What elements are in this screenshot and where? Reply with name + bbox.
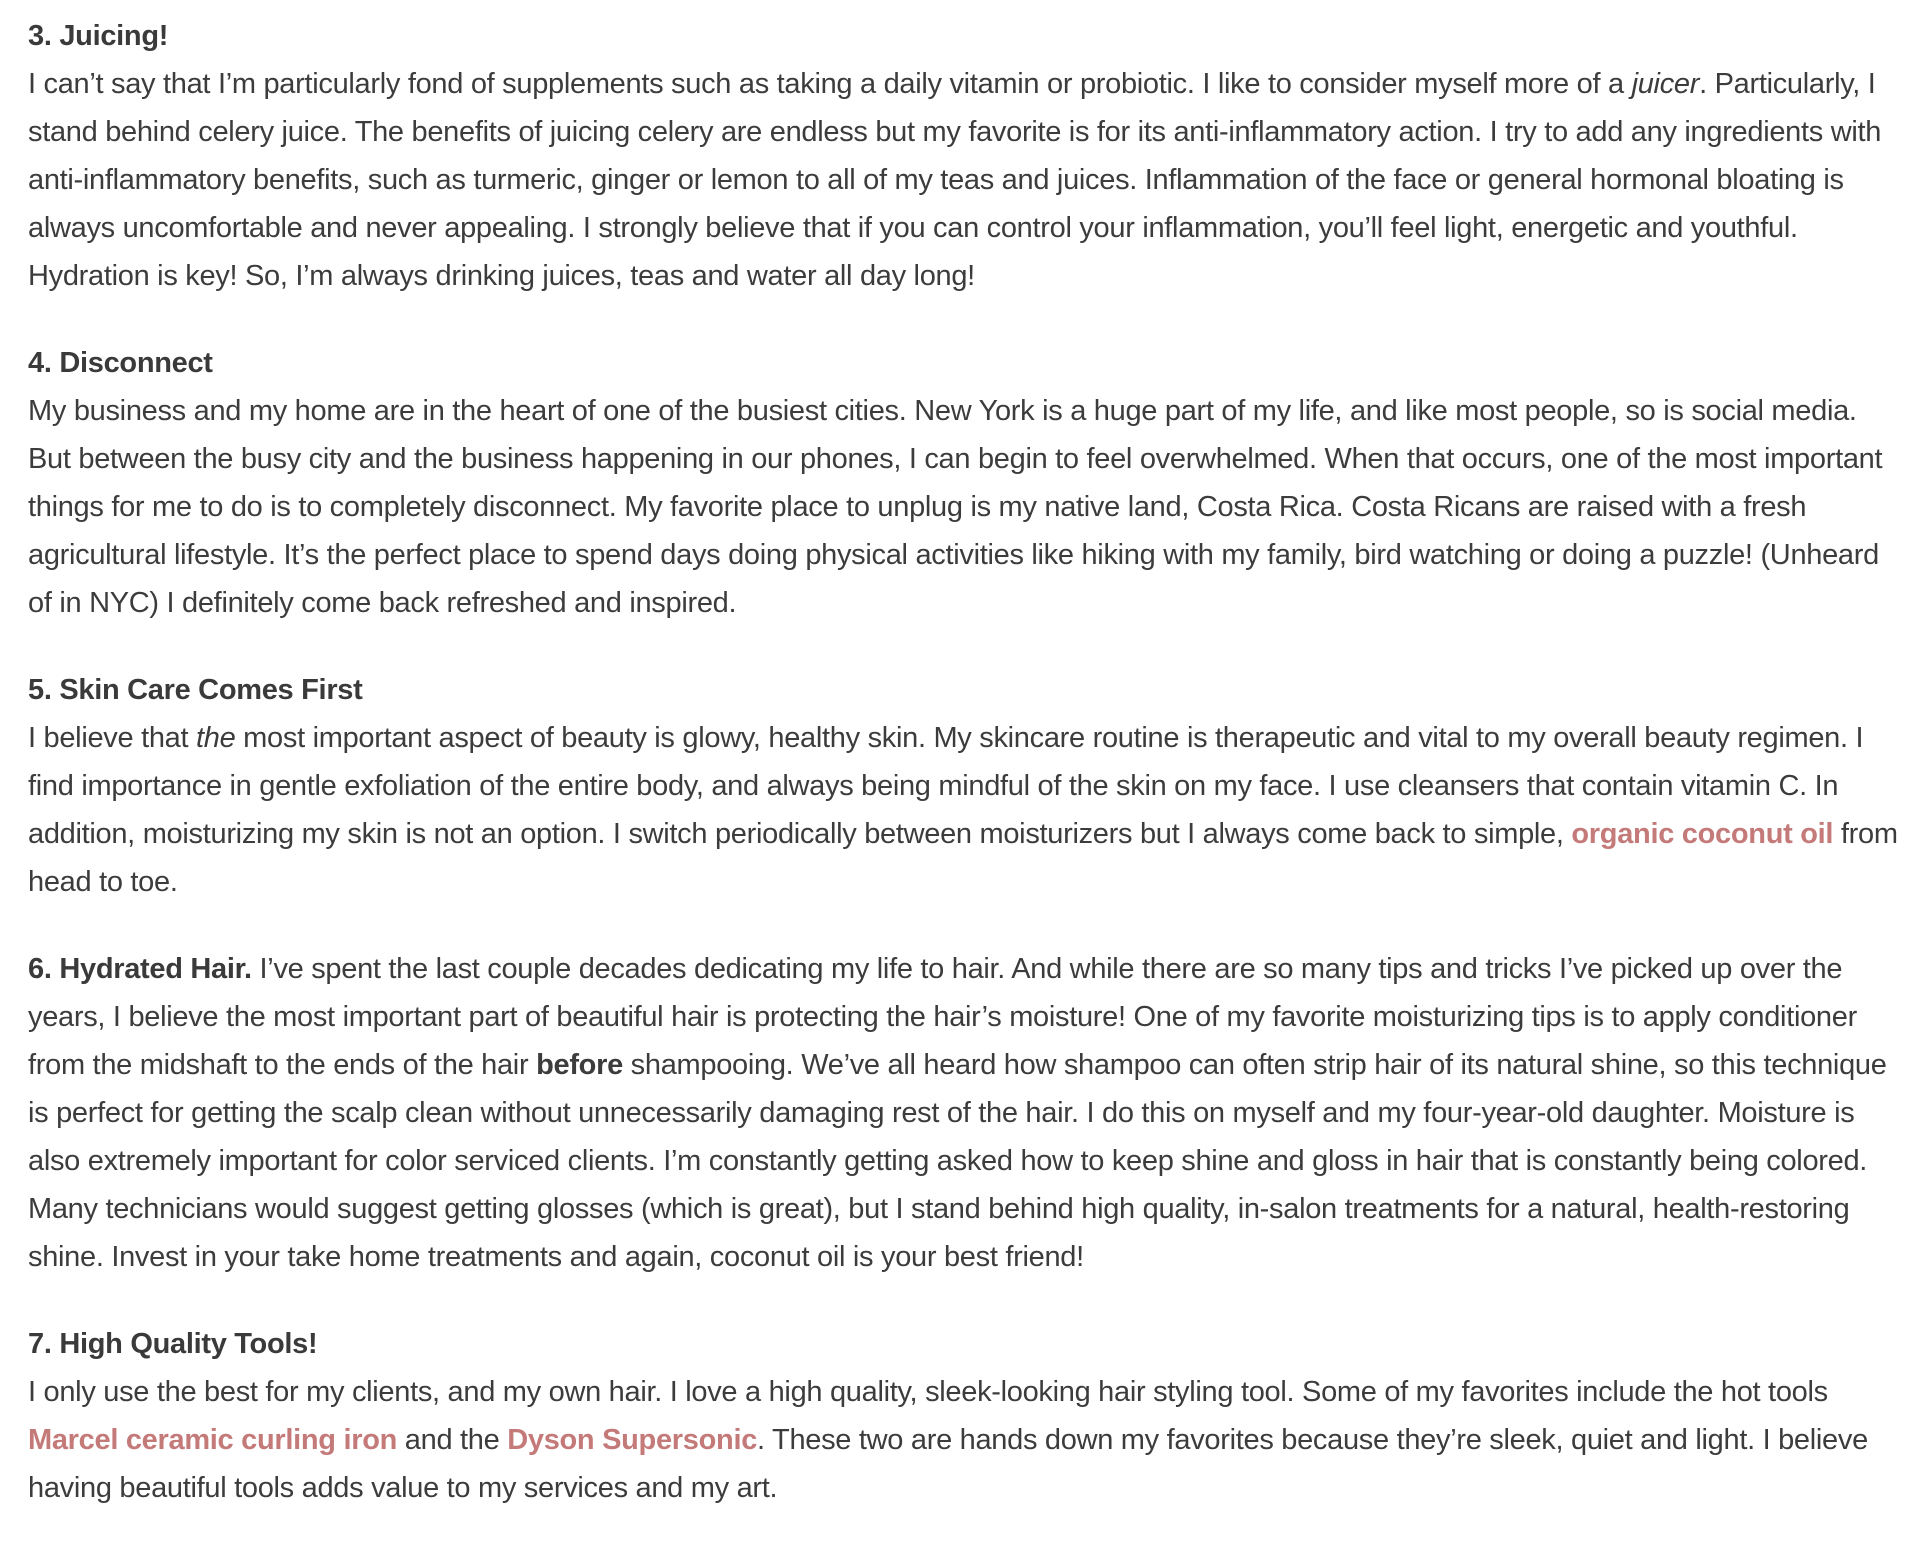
marcel-curling-iron-link[interactable]: Marcel ceramic curling iron: [28, 1424, 398, 1456]
section-paragraph: [28, 387, 1900, 627]
bold-text: before: [536, 1049, 623, 1081]
emphasis-text: the: [196, 722, 236, 754]
section-hydrated-hair: [28, 945, 1900, 1281]
dyson-supersonic-link[interactable]: Dyson Supersonic: [507, 1424, 758, 1456]
section-heading: 7. High Quality Tools!: [28, 1328, 318, 1360]
paragraph-text: from head to toe.: [28, 818, 1898, 898]
section-heading: 6. Hydrated Hair.: [28, 953, 252, 985]
paragraph-text: I can’t say that I’m particularly fond of supplements such as taking a daily vitamin or probiotic. I like to consider myself more of a: [28, 68, 1632, 100]
section-heading: 4. Disconnect: [28, 347, 213, 379]
organic-coconut-oil-link[interactable]: organic coconut oil: [1571, 818, 1834, 850]
section-heading: 3. Juicing!: [28, 20, 169, 52]
paragraph-text: My business and my home are in the heart of one of the busiest cities. New York is a huge part of my life, and like most people, so is social media. But between the busy city and the business happening in our phones, I can begin to feel overwhelmed. When that occurs, one of the most important things for me to do is to completely disconnect. My favorite place to unplug is my native land, Costa Rica. Costa Ricans are raised with a fresh agricultural lifestyle. It’s the perfect place to spend days doing physical activities like hiking with my family, bird watching or doing a puzzle! (Unheard of in NYC) I definitely come back refreshed and inspired.: [28, 395, 1883, 619]
paragraph-text: I believe that: [28, 722, 196, 754]
paragraph-text: shampooing. We’ve all heard how shampoo can often strip hair of its natural shine, so this technique is perfect for getting the scalp clean without unnecessarily damaging rest of the hair. I do this on myself and my four-year-old daughter. Moisture is also extremely important for color serviced clients. I’m constantly getting asked how to keep shine and gloss in hair that is constantly being colored. Many technicians would suggest getting glosses (which is great), but I stand behind high quality, in-salon treatments for a natural, health-restoring shine. Invest in your take home treatments and again, coconut oil is your best friend!: [28, 1049, 1887, 1273]
section-juicing: [28, 12, 1900, 300]
section-tools: [28, 1320, 1900, 1512]
emphasis-text: juicer: [1631, 68, 1700, 100]
section-paragraph: [28, 945, 1900, 1281]
paragraph-text: . These two are hands down my favorites because they’re sleek, quiet and light. I believe having beautiful tools adds value to my services and my art.: [28, 1424, 1868, 1504]
paragraph-text: I only use the best for my clients, and my own hair. I love a high quality, sleek-looking hair styling tool. Some of my favorites include the hot tools: [28, 1376, 1828, 1408]
paragraph-text: I’ve spent the last couple decades dedicating my life to hair. And while there are so many tips and tricks I’ve picked up over the years, I believe the most important part of beautiful hair is protecting the hair’s moisture! One of my favorite moisturizing tips is to apply conditioner from the midshaft to the ends of the hair: [28, 953, 1857, 1081]
section-disconnect: [28, 339, 1900, 627]
section-heading: 5. Skin Care Comes First: [28, 674, 363, 706]
section-paragraph: [28, 60, 1900, 300]
paragraph-text: most important aspect of beauty is glowy, healthy skin. My skincare routine is therapeutic and vital to my overall beauty regimen. I find importance in gentle exfoliation of the entire body, and always being mindful of the skin on my face. I use cleansers that contain vitamin C. In addition, moisturizing my skin is not an option. I switch periodically between moisturizers but I always come back to simple,: [28, 722, 1864, 850]
section-paragraph: [28, 714, 1900, 906]
section-paragraph: [28, 1368, 1900, 1512]
article-body: [28, 12, 1900, 1551]
paragraph-text: and the: [397, 1424, 508, 1456]
paragraph-text: . Particularly, I stand behind celery juice. The benefits of juicing celery are endless but my favorite is for its anti-inflammatory action. I try to add any ingredients with anti-inflammatory benefits, such as turmeric, ginger or lemon to all of my teas and juices. Inflammation of the face or general hormonal bloating is always uncomfortable and never appealing. I strongly believe that if you can control your inflammation, you’ll feel light, energetic and youthful. Hydration is key! So, I’m always drinking juices, teas and water all day long!: [28, 68, 1882, 292]
section-skin-care: [28, 666, 1900, 906]
